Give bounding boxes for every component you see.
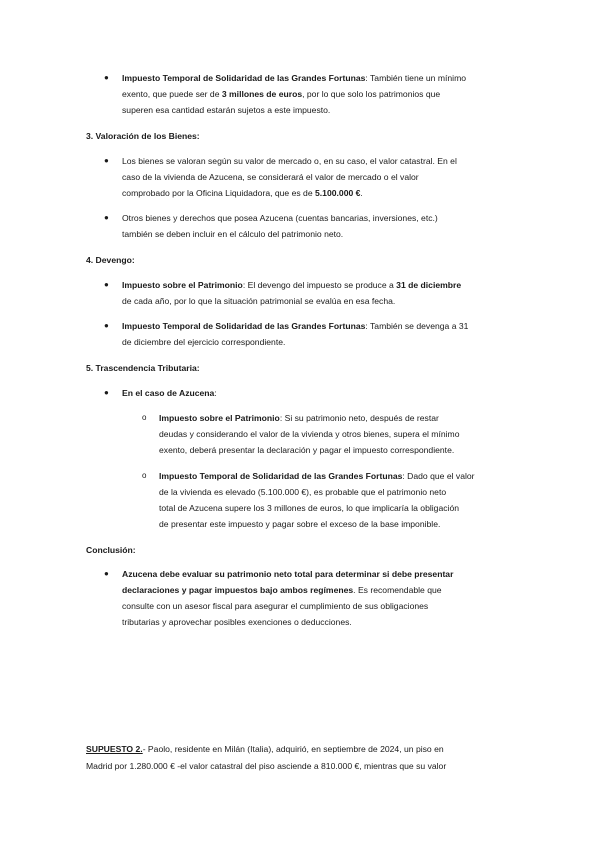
paragraph-line: deudas y considerando el valor de la vivienda y otros bienes, supera el mínimo [159, 429, 460, 439]
paragraph-line: Otros bienes y derechos que posea Azucena (cuentas bancarias, inversiones, etc.) [122, 213, 438, 223]
paragraph-line: En el caso de Azucena: [122, 388, 217, 398]
sub-bullet-icon: o [142, 471, 147, 480]
supuesto-line: Madrid por 1.280.000 € -el valor catastral del piso asciende a 810.000 €, mientras que su valor [86, 761, 447, 771]
paragraph-line: Impuesto sobre el Patrimonio: El devengo del impuesto se produce a 31 de diciembre [122, 280, 462, 290]
paragraph-line: Impuesto Temporal de Solidaridad de las Grandes Fortunas: También tiene un mínimo [122, 73, 467, 83]
paragraph-line: total de Azucena supere los 3 millones de euros, lo que implicaría la obligación [159, 503, 460, 513]
supuesto-label: SUPUESTO 2. [86, 744, 143, 754]
paragraph-line: Impuesto Temporal de Solidaridad de las Grandes Fortunas: También se devenga a 31 [122, 321, 469, 331]
bullet-icon: ● [104, 388, 109, 397]
paragraph-line: de cada año, por lo que la situación patrimonial se evalúa en esa fecha. [122, 296, 396, 306]
bullet-icon: ● [104, 73, 109, 82]
paragraph-line: también se deben incluir en el cálculo del patrimonio neto. [122, 229, 344, 239]
paragraph-line: consulte con un asesor fiscal para asegurar el cumplimiento de sus obligaciones [122, 601, 429, 611]
paragraph-line: comprobado por la Oficina Liquidadora, que es de 5.100.000 €. [122, 188, 363, 198]
bold-term: Impuesto Temporal de Solidaridad de las Grandes Fortunas [122, 73, 366, 83]
paragraph-line: tributarias y aprovechar posibles exenciones o deducciones. [122, 617, 352, 627]
paragraph-line: de diciembre del ejercicio correspondiente. [122, 337, 286, 347]
bullet-icon: ● [104, 213, 109, 222]
paragraph-line: superen esa cantidad estarán sujetos a este impuesto. [122, 105, 331, 115]
paragraph-line: Azucena debe evaluar su patrimonio neto total para determinar si debe presentar [122, 569, 454, 579]
paragraph-line: Los bienes se valoran según su valor de mercado o, en su caso, el valor catastral. En el [122, 156, 457, 166]
section-heading: 4. Devengo: [86, 255, 135, 265]
paragraph-line: exento, que puede ser de 3 millones de euros, por lo que solo los patrimonios que [122, 89, 441, 99]
paragraph-line: declaraciones y pagar impuestos bajo ambos regímenes. Es recomendable que [122, 585, 442, 595]
bullet-icon: ● [104, 156, 109, 165]
bullet-icon: ● [104, 280, 109, 289]
section-heading: 3. Valoración de los Bienes: [86, 131, 200, 141]
sub-bullet-icon: o [142, 413, 147, 422]
paragraph-line: caso de la vivienda de Azucena, se considerará el valor de mercado o el valor [122, 172, 419, 182]
paragraph-line: Impuesto sobre el Patrimonio: Si su patrimonio neto, después de restar [159, 413, 439, 423]
paragraph-line: Impuesto Temporal de Solidaridad de las Grandes Fortunas: Dado que el valor [159, 471, 475, 481]
supuesto-line: SUPUESTO 2.- Paolo, residente en Milán (Italia), adquirió, en septiembre de 2024, un piso en [86, 744, 444, 754]
bullet-icon: ● [104, 569, 109, 578]
section-heading: 5. Trascendencia Tributaria: [86, 363, 200, 373]
paragraph-line: de la vivienda es elevado (5.100.000 €), es probable que el patrimonio neto [159, 487, 447, 497]
conclusion-heading: Conclusión: [86, 545, 136, 555]
bullet-icon: ● [104, 321, 109, 330]
paragraph-line: de presentar este impuesto y pagar sobre el exceso de la base imponible. [159, 519, 441, 529]
paragraph-line: exento, deberá presentar la declaración y pagar el impuesto correspondiente. [159, 445, 455, 455]
